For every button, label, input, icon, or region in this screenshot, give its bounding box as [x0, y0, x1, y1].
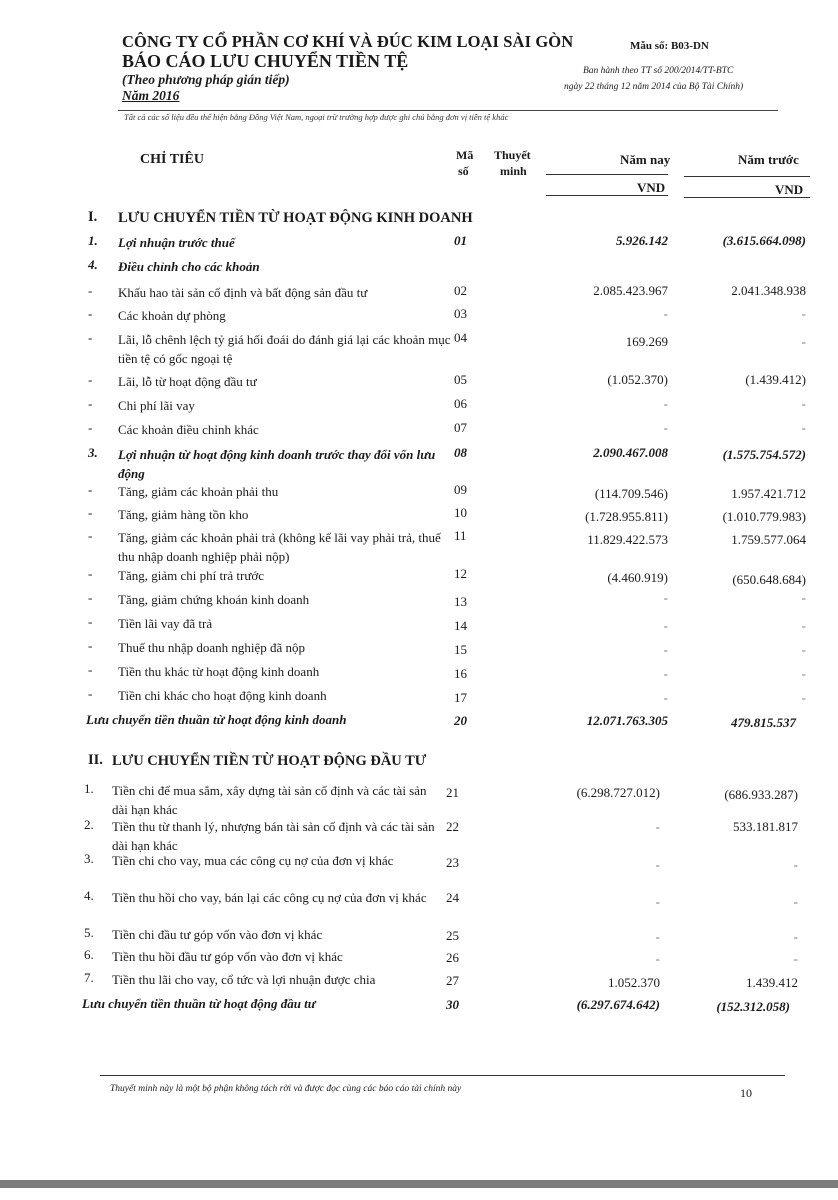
row-marker: 1.: [88, 233, 98, 248]
row-previous-year: -: [801, 334, 806, 349]
row-current-year: -: [663, 642, 668, 657]
total-previous-year: (152.312.058): [716, 999, 790, 1014]
row-code: 01: [454, 233, 467, 248]
row-code: 25: [446, 928, 459, 943]
row-marker: -: [88, 283, 93, 298]
row-previous-year: -: [801, 642, 806, 657]
row-code: 14: [454, 618, 467, 633]
column-header-previous-year: Năm trước: [738, 152, 799, 167]
row-current-year: -: [655, 894, 660, 909]
row-marker: -: [88, 396, 93, 411]
row-marker: 3.: [84, 851, 94, 866]
row-code: 04: [454, 330, 467, 345]
row-previous-year: -: [801, 618, 806, 633]
row-marker: 4.: [88, 257, 98, 272]
row-current-year: (4.460.919): [607, 570, 668, 585]
row-current-year: (1.052.370): [607, 372, 668, 387]
row-code: 17: [454, 690, 467, 705]
row-marker: -: [88, 638, 93, 653]
column-header-code-line2: số: [458, 164, 469, 178]
row-previous-year: -: [801, 690, 806, 705]
total-code: 20: [454, 713, 467, 728]
row-marker: 6.: [84, 947, 94, 962]
row-current-year: 169.269: [625, 334, 668, 349]
row-code: 21: [446, 785, 459, 800]
row-previous-year: 1.439.412: [746, 975, 798, 990]
row-previous-year: -: [801, 396, 806, 411]
row-code: 06: [454, 396, 467, 411]
current-year-rule: [546, 174, 668, 175]
row-current-year: -: [655, 857, 660, 872]
row-label: Tiền thu khác từ hoạt động kinh doanh: [118, 664, 320, 679]
row-label: Tăng, giảm hàng tồn kho: [118, 507, 249, 522]
row-marker: 7.: [84, 970, 94, 985]
row-label: Tăng, giảm chứng khoán kinh doanh: [118, 592, 310, 607]
row-code: 22: [446, 819, 459, 834]
current-year-unit-rule: [546, 195, 668, 196]
row-code: 26: [446, 950, 459, 965]
row-previous-year: (1.010.779.983): [722, 509, 806, 524]
row-previous-year: -: [801, 666, 806, 681]
total-code: 30: [446, 997, 459, 1012]
row-marker: -: [88, 590, 93, 605]
row-label: Tiền chi cho vay, mua các công cụ nợ của đơn vị khác: [112, 853, 394, 868]
row-label: Tiền thu hồi đầu tư góp vốn vào đơn vị khác: [112, 949, 343, 964]
currency-note: Tất cả các số liệu đều thể hiện bằng Đồng Việt Nam, ngoại trừ trường hợp được ghi chú bằng đơn vị tiền tệ khác: [124, 112, 509, 122]
row-label: Tiền lãi vay đã trả: [118, 616, 213, 631]
row-marker: 1.: [84, 781, 94, 796]
row-marker: -: [88, 662, 93, 677]
row-label: Tăng, giảm các khoản phải thu: [118, 484, 279, 499]
row-previous-year: 1.759.577.064: [731, 532, 806, 547]
row-previous-year: (3.615.664.098): [722, 233, 806, 248]
row-previous-year: -: [801, 306, 806, 321]
row-previous-year: 2.041.348.938: [731, 283, 806, 298]
section-title: LƯU CHUYỂN TIỀN TỪ HOẠT ĐỘNG ĐẦU TƯ: [112, 753, 427, 769]
total-current-year: 12.071.763.305: [586, 713, 668, 728]
row-code: 27: [446, 973, 459, 988]
header-rule: [118, 110, 778, 111]
row-code: 23: [446, 855, 459, 870]
row-previous-year: -: [801, 590, 806, 605]
row-label: Lợi nhuận trước thuế: [118, 235, 235, 250]
form-code: Mẫu số: B03-DN: [630, 40, 709, 52]
row-code: 13: [454, 594, 467, 609]
row-label: Tiền thu hồi cho vay, bán lại các công cụ nợ của đơn vị khác: [112, 890, 427, 905]
row-previous-year: -: [793, 951, 798, 966]
row-label: Tiền chi đầu tư góp vốn vào đơn vị khác: [112, 927, 323, 942]
report-title: BÁO CÁO LƯU CHUYỂN TIỀN TỆ: [122, 51, 409, 71]
column-header-note-line1: Thuyết: [494, 148, 531, 162]
row-current-year: (1.728.955.811): [585, 509, 668, 524]
page-number: 10: [740, 1086, 752, 1100]
row-current-year: 1.052.370: [608, 975, 660, 990]
row-previous-year: (1.439.412): [745, 372, 806, 387]
row-current-year: -: [663, 618, 668, 633]
row-current-year: -: [663, 306, 668, 321]
row-previous-year: -: [793, 929, 798, 944]
row-current-year: -: [663, 666, 668, 681]
previous-year-unit: VND: [775, 182, 804, 197]
row-label: Tiền thu từ thanh lý, nhượng bán tài sản cố định và các tài sản dài hạn khác: [112, 819, 435, 853]
previous-year-rule: [684, 176, 810, 177]
row-marker: -: [88, 566, 93, 581]
row-code: 09: [454, 482, 467, 497]
previous-year-unit-rule: [684, 197, 810, 198]
section-number: I.: [88, 209, 98, 225]
row-label: Tăng, giảm chi phí trả trước: [118, 568, 265, 583]
row-current-year: 2.085.423.967: [593, 283, 668, 298]
row-label: Thuế thu nhập doanh nghiệp đã nộp: [118, 640, 306, 655]
row-current-year: (114.709.546): [594, 486, 668, 501]
row-current-year: -: [663, 420, 668, 435]
circular-reference: Ban hành theo TT số 200/2014/TT-BTC: [583, 66, 734, 76]
row-previous-year: (650.648.684): [732, 572, 806, 587]
row-previous-year: -: [793, 894, 798, 909]
row-marker: -: [88, 330, 93, 345]
row-label: Tăng, giảm các khoản phải trả (không kể lãi vay phải trả, thuế thu nhập doanh nghiệp phải nộp): [118, 530, 441, 564]
scan-edge-bar: [0, 1180, 838, 1188]
row-current-year: 2.090.467.008: [593, 445, 668, 460]
total-previous-year: 479.815.537: [731, 715, 796, 730]
row-marker: -: [88, 306, 93, 321]
row-label: Lãi, lỗ từ hoạt động đầu tư: [118, 374, 257, 389]
row-code: 15: [454, 642, 467, 657]
row-marker: -: [88, 420, 93, 435]
section-number: II.: [88, 752, 103, 768]
row-current-year: -: [663, 396, 668, 411]
row-current-year: 11.829.422.573: [587, 532, 668, 547]
circular-date: ngày 22 tháng 12 năm 2014 của Bộ Tài Chính): [564, 82, 744, 92]
row-marker: -: [88, 482, 93, 497]
row-marker: -: [88, 505, 93, 520]
row-code: 02: [454, 283, 467, 298]
report-method: (Theo phương pháp gián tiếp): [122, 72, 290, 87]
row-marker: -: [88, 372, 93, 387]
column-header-note-line2: minh: [500, 164, 527, 178]
footer-rule: [100, 1075, 785, 1076]
total-label: Lưu chuyển tiền thuần từ hoạt động kinh doanh: [86, 712, 347, 727]
row-current-year: -: [655, 929, 660, 944]
row-previous-year: (686.933.287): [724, 787, 798, 802]
row-label: Tiền chi để mua sắm, xây dựng tài sản cố định và các tài sản dài hạn khác: [112, 783, 427, 817]
footer-note: Thuyết minh này là một bộ phận không tách rời và được đọc cùng các báo cáo tài chính này: [110, 1084, 462, 1094]
row-code: 07: [454, 420, 467, 435]
row-label: Các khoản điều chỉnh khác: [118, 422, 259, 437]
row-marker: 3.: [88, 445, 98, 460]
row-label: Điều chỉnh cho các khoản: [118, 259, 260, 274]
row-label: Lợi nhuận từ hoạt động kinh doanh trước thay đổi vốn lưu động: [118, 447, 436, 481]
row-code: 03: [454, 306, 467, 321]
company-name: CÔNG TY CỔ PHẦN CƠ KHÍ VÀ ĐÚC KIM LOẠI SÀI GÒN: [122, 32, 574, 51]
row-previous-year: -: [793, 857, 798, 872]
row-label: Khấu hao tài sản cố định và bất động sản đầu tư: [118, 285, 368, 300]
row-marker: 5.: [84, 925, 94, 940]
row-code: 11: [454, 528, 467, 543]
row-label: Tiền thu lãi cho vay, cổ tức và lợi nhuận được chia: [112, 972, 376, 987]
row-marker: -: [88, 528, 93, 543]
row-code: 24: [446, 890, 459, 905]
row-previous-year: 533.181.817: [733, 819, 798, 834]
row-current-year: -: [655, 951, 660, 966]
row-label: Các khoản dự phòng: [118, 308, 226, 323]
row-code: 08: [454, 445, 467, 460]
row-current-year: -: [655, 819, 660, 834]
row-code: 10: [454, 505, 467, 520]
row-current-year: (6.298.727.012): [576, 785, 660, 800]
row-label: Lãi, lỗ chênh lệch tỷ giá hối đoái do đánh giá lại các khoản mục tiền tệ có gốc ngoại tệ: [118, 332, 451, 366]
row-current-year: 5.926.142: [616, 233, 668, 248]
column-header-item: CHỈ TIÊU: [140, 152, 204, 167]
row-code: 16: [454, 666, 467, 681]
row-current-year: -: [663, 590, 668, 605]
row-marker: 2.: [84, 817, 94, 832]
row-previous-year: (1.575.754.572): [722, 447, 806, 462]
total-label: Lưu chuyển tiền thuần từ hoạt động đầu tư: [82, 996, 316, 1011]
row-marker: -: [88, 614, 93, 629]
current-year-unit: VND: [637, 180, 666, 195]
row-current-year: -: [663, 690, 668, 705]
column-header-current-year: Năm nay: [620, 152, 671, 167]
row-label: Tiền chi khác cho hoạt động kinh doanh: [118, 688, 327, 703]
row-code: 05: [454, 372, 467, 387]
section-title: LƯU CHUYỂN TIỀN TỪ HOẠT ĐỘNG KINH DOANH: [118, 210, 473, 226]
row-previous-year: -: [801, 420, 806, 435]
row-marker: -: [88, 686, 93, 701]
report-year: Năm 2016: [122, 88, 180, 103]
column-header-code-line1: Mã: [456, 148, 474, 162]
row-previous-year: 1.957.421.712: [731, 486, 806, 501]
row-label: Chi phí lãi vay: [118, 398, 195, 413]
row-marker: 4.: [84, 888, 94, 903]
row-code: 12: [454, 566, 467, 581]
total-current-year: (6.297.674.642): [576, 997, 660, 1012]
